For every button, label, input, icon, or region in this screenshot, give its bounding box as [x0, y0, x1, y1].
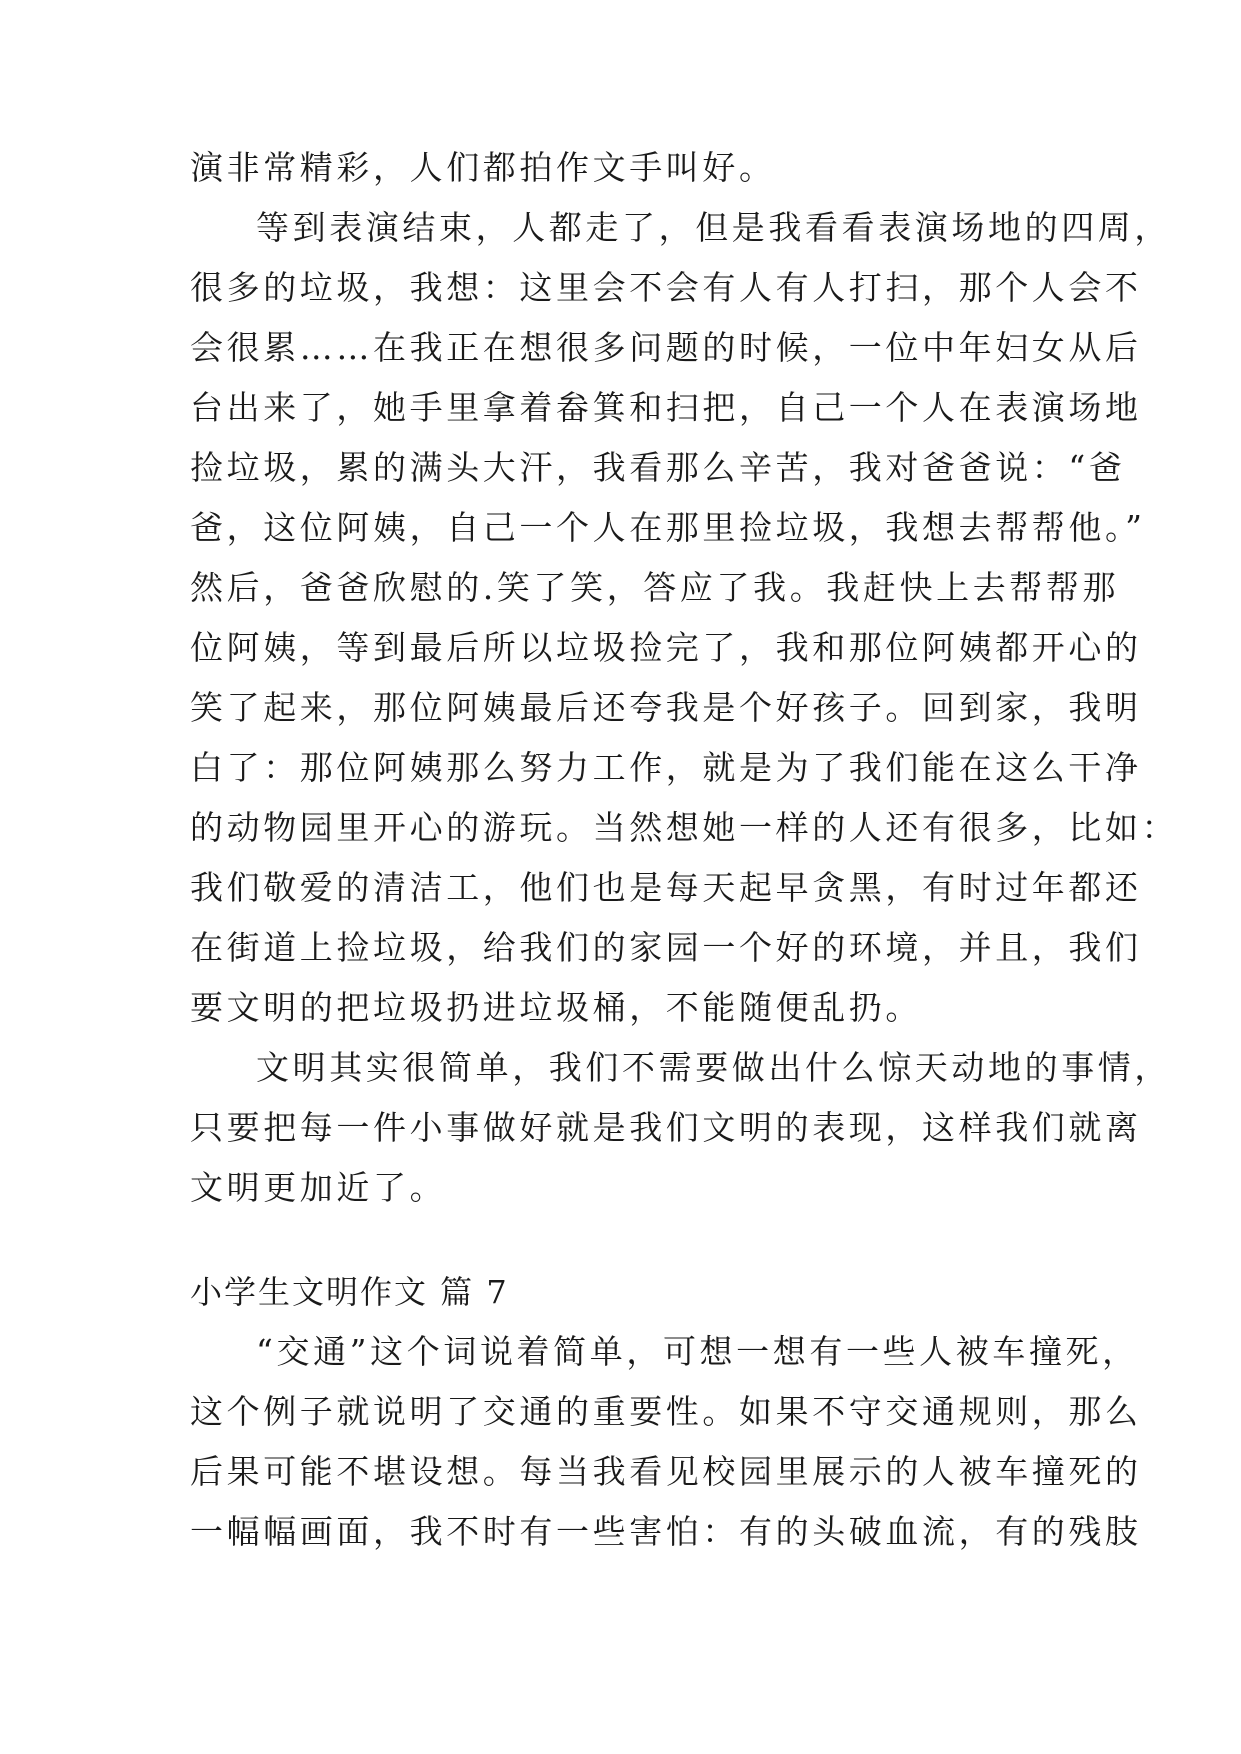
text-line: 要文明的把垃圾扔进垃圾桶，不能随便乱扔。	[190, 988, 922, 1027]
paragraph-first-line: “交通”这个词说着简单，可想一想有一些人被车撞死，	[256, 1332, 1139, 1371]
paragraph-first-line: 文明其实很简单，我们不需要做出什么惊天动地的事情，	[256, 1048, 1171, 1087]
section-heading: 小学生文明作文 篇 7	[190, 1273, 509, 1311]
text-line: 我们敬爱的清洁工，他们也是每天起早贪黑，有时过年都还	[190, 868, 1142, 907]
text-line: 笑了起来，那位阿姨最后还夸我是个好孩子。回到家，我明	[190, 688, 1142, 727]
text-line: 文明更加近了。	[190, 1168, 447, 1207]
text-line: 后果可能不堪设想。每当我看见校园里展示的人被车撞死的	[190, 1452, 1142, 1491]
text-line: 只要把每一件小事做好就是我们文明的表现，这样我们就离	[190, 1108, 1142, 1147]
text-line: 一幅幅画面，我不时有一些害怕：有的头破血流，有的残肢	[190, 1512, 1142, 1551]
text-line: 这个例子就说明了交通的重要性。如果不守交通规则，那么	[190, 1392, 1142, 1431]
text-line: 在街道上捡垃圾，给我们的家园一个好的环境，并且，我们	[190, 928, 1142, 967]
text-line: 白了：那位阿姨那么努力工作，就是为了我们能在这么干净	[190, 748, 1142, 787]
text-line: 然后，爸爸欣慰的.笑了笑，答应了我。我赶快上去帮帮那	[190, 568, 1120, 607]
paragraph-first-line: 等到表演结束，人都走了，但是我看看表演场地的四周，	[256, 208, 1171, 247]
text-line: 演非常精彩，人们都拍作文手叫好。	[190, 148, 776, 187]
text-line: 很多的垃圾，我想：这里会不会有人有人打扫，那个人会不	[190, 268, 1142, 307]
text-line: 的动物园里开心的游玩。当然想她一样的人还有很多，比如：	[190, 808, 1179, 847]
text-line: 会很累……在我正在想很多问题的时候，一位中年妇女从后	[190, 328, 1142, 367]
text-line: 爸，这位阿姨，自己一个人在那里捡垃圾，我想去帮帮他。”	[190, 508, 1146, 547]
text-line: 捡垃圾，累的满头大汗，我看那么辛苦，我对爸爸说：“爸	[190, 448, 1126, 487]
text-line: 位阿姨，等到最后所以垃圾捡完了，我和那位阿姨都开心的	[190, 628, 1142, 667]
text-line: 台出来了，她手里拿着畚箕和扫把，自己一个人在表演场地	[190, 388, 1142, 427]
